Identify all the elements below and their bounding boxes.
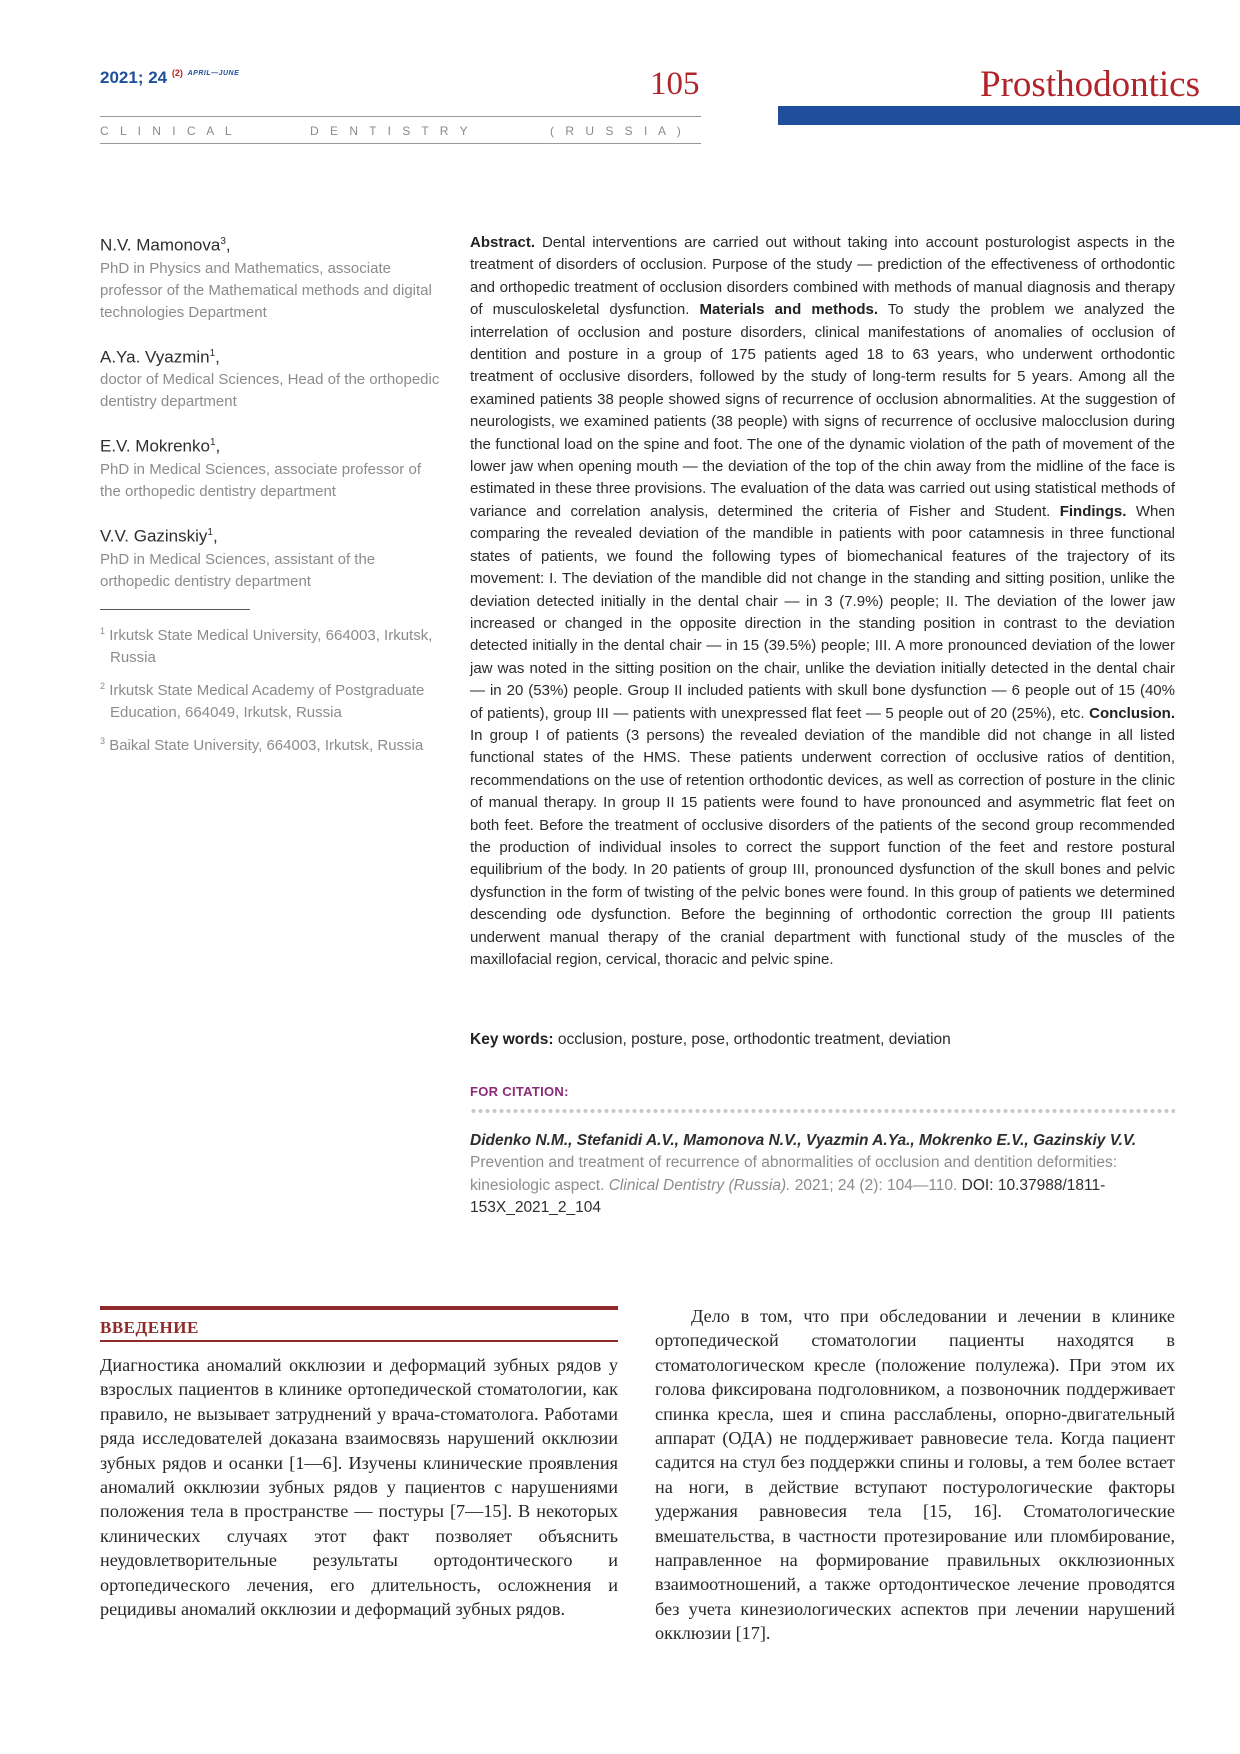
author-description: PhD in Physics and Mathematics, associate professor of the Mathematical methods and digital technologies Department — [100, 259, 432, 321]
abstract-methods: To study the problem we analyzed the interrelation of occlusion and posture disorders, clinical manifestations of anomalies of occlusion of dentition and posture in a group of 175 patients aged 18 to 63 years, who underwent orthodontic treatment of occlusive disorders, followed by the study of long-term results for 5 years. Among all the examined patients 38 people showed signs of recurrence of occlusion abnormalities. At the suggestion of neurologists, we examined patients (38 people) with signs of recurrence of occlusive malocclusion during the functional load on the spine and foot. The one of the dynamic violation of the path of movement of the lower jaw when opening mouth — the deviation of the top of the chin away from the midline of the face is estimated in these three provisions. The evaluation of the data was carried out using statistical methods of variance and correlation analysis, determined the criteria of Fisher and Student. — [470, 301, 1175, 520]
citation — [470, 1130, 1175, 1220]
journal-word-1: C L I N I C A L — [100, 124, 236, 138]
intro-column-2: Дело в том, что при обследовании и лечении в клинике ортопедической стоматологии пациенты находятся в стоматологическом кресле (положение полулежа). При этом их голова фиксирована подголовником, а позвоночник поддерживает спинка кресла, шея и спина расслаблены, опорно-двигательный аппарат (ОДА) не поддерживает равновесие тела. Когда пациент садится на стул без поддержки спины и головы, а тем более встает на ноги, в действие вступают постурологические факторы удержания равновесия тела [15, 16]. Стоматологические вмешательства, в частности протезирование или пломбирование, направленное на формирование правильных окклюзионных взаимоотношений, а также ортодонтическое лечение проводятся без учета кинезиологических аспектов при лечении нарушений окклюзии [17]. — [655, 1306, 1175, 1644]
citation-dotted-rule — [470, 1108, 1175, 1114]
journal-word-3: ( R U S S I A ) — [550, 124, 685, 138]
conclusion-label: Conclusion. — [1089, 704, 1175, 722]
intro-rule-bottom — [100, 1340, 618, 1342]
abstract-conclusion: In group I of patients (3 persons) the revealed deviation of the mandible did not change in all listed functional states of the HMS. These patients underwent correction of occlusive ratios of dentition, recommendations on the use of retention orthodontic devices, as well as correction of posture in the clinic of manual therapy. In group II 15 patients were found to have pronounced and asymmetric flat feet on both feet. Before the treatment of occlusive disorders of the patients of the second group recommended the production of individual insoles to correct the support function of the feet and restore postural equilibrium of the body. In 20 patients of group III, pronounced dysfunction of the skull bones and pelvic dysfunction in the form of twisting of the pelvic bones were found. In this group of patients we determined descending ode dysfunction. Before the beginning of orthodontic correction the group III patients underwent manual therapy of the cranial department with functional study of the muscles of the maxillofacial region, cervical, thoracic and pelvic spine. — [470, 726, 1175, 968]
section-accent-bar — [778, 106, 1240, 125]
citation-journal: Clinical Dentistry (Russia). — [608, 1176, 791, 1194]
section-title: Prosthodontics — [980, 64, 1200, 105]
author-name: N.V. Mamonova$^3$, — [100, 235, 231, 255]
journal-word-2: D E N T I S T R Y — [310, 124, 472, 138]
citation-doi: DOI: 10.37988/1811-153X_2021_2_104 — [470, 1176, 1106, 1217]
header-rule-bottom — [100, 143, 701, 144]
affiliation: $^1$ Irkutsk State Medical University, 664003, Irkutsk, Russia — [100, 625, 433, 666]
affiliation: $^3$ Baikal State University, 664003, Irkutsk, Russia — [100, 735, 424, 754]
author-name: E.V. Mokrenko$^1$, — [100, 436, 221, 456]
intro-rule-top — [100, 1306, 618, 1310]
header-rule-top — [100, 116, 701, 117]
issue-number: (2) — [171, 68, 183, 78]
abstract-label: Abstract. — [470, 234, 536, 251]
author-name: V.V. Gazinskiy$^1$, — [100, 526, 218, 546]
keywords-label: Key words: — [470, 1031, 554, 1048]
citation-authors: Didenko N.M., Stefanidi A.V., Mamonova N.V., Vyazmin A.Ya., Mokrenko E.V., Gazinskiy V.V. — [470, 1132, 1137, 1149]
affiliations-rule — [100, 609, 250, 610]
authors-column — [100, 230, 440, 763]
intro-heading: ВВЕДЕНИЕ — [100, 1318, 199, 1337]
issue-info — [100, 68, 239, 88]
keywords — [470, 1031, 1175, 1049]
author-entry — [100, 521, 440, 593]
abstract-findings: When comparing the revealed deviation of the mandible in patients with poor catamnesis in three functional states of patients, we found the following types of biomechanical features of the trajectory of its movement: I. The deviation of the mandible did not change in the standing and sitting position, unlike the deviation detected initially in the dental chair — in 3 (7.9%) people; II. The deviation of the lower jaw increased or changed in the opposite direction in the standing position in contrast to the deviation detected initially in the dental chair — in 15 (39.5%) people; III. A more pronounced deviation of the lower jaw was noted in the sitting position on the chair, unlike the deviation initially detected in the dental chair — in 20 (53%) people. Group II included patients with skull bone dysfunction — 6 people out of 15 (40% of patients), group III — patients with unexpressed flat feet — 5 people out of 20 (25%), etc. — [470, 502, 1175, 722]
page-number: 105 — [650, 66, 700, 102]
issue-period: APRIL—JUNE — [187, 70, 240, 77]
author-entry — [100, 230, 440, 324]
citation-text: Prevention and treatment of recurrence of abnormalities of occlusion and dentition deformities: kinesiologic aspect. — [470, 1154, 1118, 1194]
author-entry — [100, 342, 440, 414]
author-description: PhD in Medical Sciences, associate professor of the orthopedic dentistry department — [100, 460, 421, 500]
keywords-text: occlusion, posture, pose, orthodontic treatment, deviation — [557, 1031, 951, 1048]
issue-year-volume: 2021; 24 — [100, 68, 168, 87]
affiliation: $^2$ Irkutsk State Medical Academy of Postgraduate Education, 664049, Irkutsk, Russia — [100, 680, 425, 721]
author-name: A.Ya. Vyazmin$^1$, — [100, 347, 220, 367]
author-entry — [100, 431, 440, 503]
findings-label: Findings. — [1059, 502, 1127, 520]
author-description: doctor of Medical Sciences, Head of the orthopedic dentistry department — [100, 371, 440, 411]
abstract — [470, 232, 1175, 971]
citation-title: FOR CITATION: — [470, 1084, 569, 1099]
methods-label: Materials and methods. — [699, 301, 878, 319]
intro-column-1: Диагностика аномалий окклюзии и деформаций зубных рядов у взрослых пациентов в клинике ортопедической стоматологии, как правило, не вызывает затруднений у врача-стоматолога. Работами ряда исследователей доказана взаимосвязь нарушений окклюзии зубных рядов и осанки [1—6]. Изучены клинические проявления аномалий окклюзии зубных рядов у пациентов с нарушениями положения тела в пространстве — постуры [7—15]. В некоторых клинических случаях этот факт позволяет объяснить неудовлетворительные результаты ортодонтического и ортопедического лечения, его длительность, осложнения и рецидивы аномалий окклюзии и деформаций зубных рядов. — [100, 1355, 618, 1620]
citation-issue: 2021; 24 (2): 104—110. — [794, 1176, 958, 1194]
author-description: PhD in Medical Sciences, assistant of the orthopedic dentistry department — [100, 550, 376, 590]
abstract-purpose: Dental interventions are carried out without taking into account posturologist aspects in the treatment of disorders of occlusion. Purpose of the study — prediction of the effectiveness of orthodontic and orthopedic treatment of occlusion disorders combined with methods of manual diagnosis and therapy of musculoskeletal dysfunction. — [470, 234, 1175, 319]
